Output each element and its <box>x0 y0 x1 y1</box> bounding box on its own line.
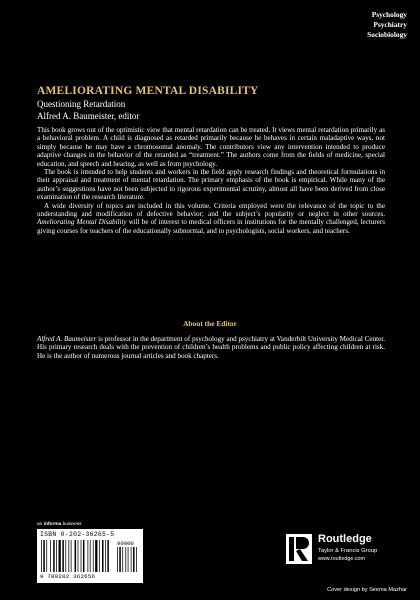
about-editor-text <box>37 335 385 360</box>
publisher-url: www.routledge.com <box>318 556 366 562</box>
subject-psychology: Psychology <box>371 10 407 19</box>
subject-categories <box>367 10 407 40</box>
editor-name: Alfred A. Baumeister <box>37 335 97 343</box>
book-description <box>37 126 385 235</box>
book-subtitle: Questioning Retardation <box>37 99 126 109</box>
description-title-italic: Ameliorating Mental Disability <box>37 218 127 227</box>
isbn-text: ISBN 0-202-36265-5 <box>40 531 115 538</box>
book-title: AMELIORATING MENTAL DISABILITY <box>37 85 259 97</box>
editor-bio: is professor in the department of psychology and psychiatry at Vanderbilt University Medical Center. His primary research deals with the prevention of children’s health problems and public policy affecting children at risk. He is the author of numerous journal articles and book chapters. <box>37 335 385 360</box>
subject-sociobiology: Sociobiology <box>367 30 407 39</box>
description-paragraph <box>37 202 385 236</box>
description-paragraph: This book grows out of the optimistic view that mental retardation can be treated. It views mental retardation primarily as a behavioral problem. A child is diagnosed as retarded primarily because he behaves in certain maladaptive ways, not simply because he may have a chromosomal anomaly. The contributors view any intervention intended to produce adaptive changes in the behavior of the retarded as “treatment.” The authors come from the fields of medicine, special education, and speech and hearing, as well as from psychology. <box>37 126 385 168</box>
barcode-number: 9 780202 362656 <box>40 573 96 580</box>
publisher-name: Routledge <box>318 533 372 545</box>
description-text: A wide diversity of topics are included in this volume. Criteria employed were the relevance of the topic to the understanding and modification of defective behavior; and the subject’s popularity or neglect in other sources. <box>37 201 385 219</box>
barcode-bars <box>41 540 115 572</box>
barcode-addon: 90000 <box>117 540 134 547</box>
barcode-addon-bars <box>117 547 141 572</box>
about-editor-heading: About the Editor <box>183 319 237 328</box>
cover-design-credit: Cover design by Seema Mazhar <box>327 587 407 593</box>
description-paragraph: The book is intended to help students and workers in the field apply research findings and theoretical formulations in their appraisal and treatment of mental retardation. The primary emphasis of the book is empirical. While many of the author’s suggestions have not been subjected to rigorous experimental scrutiny, almost all have been derived from close examination of the research literature. <box>37 168 385 202</box>
barcode <box>37 529 143 583</box>
subject-psychiatry: Psychiatry <box>373 20 407 29</box>
publisher-group: Taylor & Francis Group <box>318 548 378 554</box>
informa-business-label: an informa business <box>37 522 82 527</box>
routledge-logo-icon <box>286 534 312 564</box>
description-text: will be of interest to medical officers in institutions for the mentally challenged, lecturers giving courses for teachers of the educationally subnormal, and to psychologists, social workers, and teachers. <box>37 218 385 235</box>
book-editor: Alfred A. Baumeister, editor <box>37 111 140 121</box>
